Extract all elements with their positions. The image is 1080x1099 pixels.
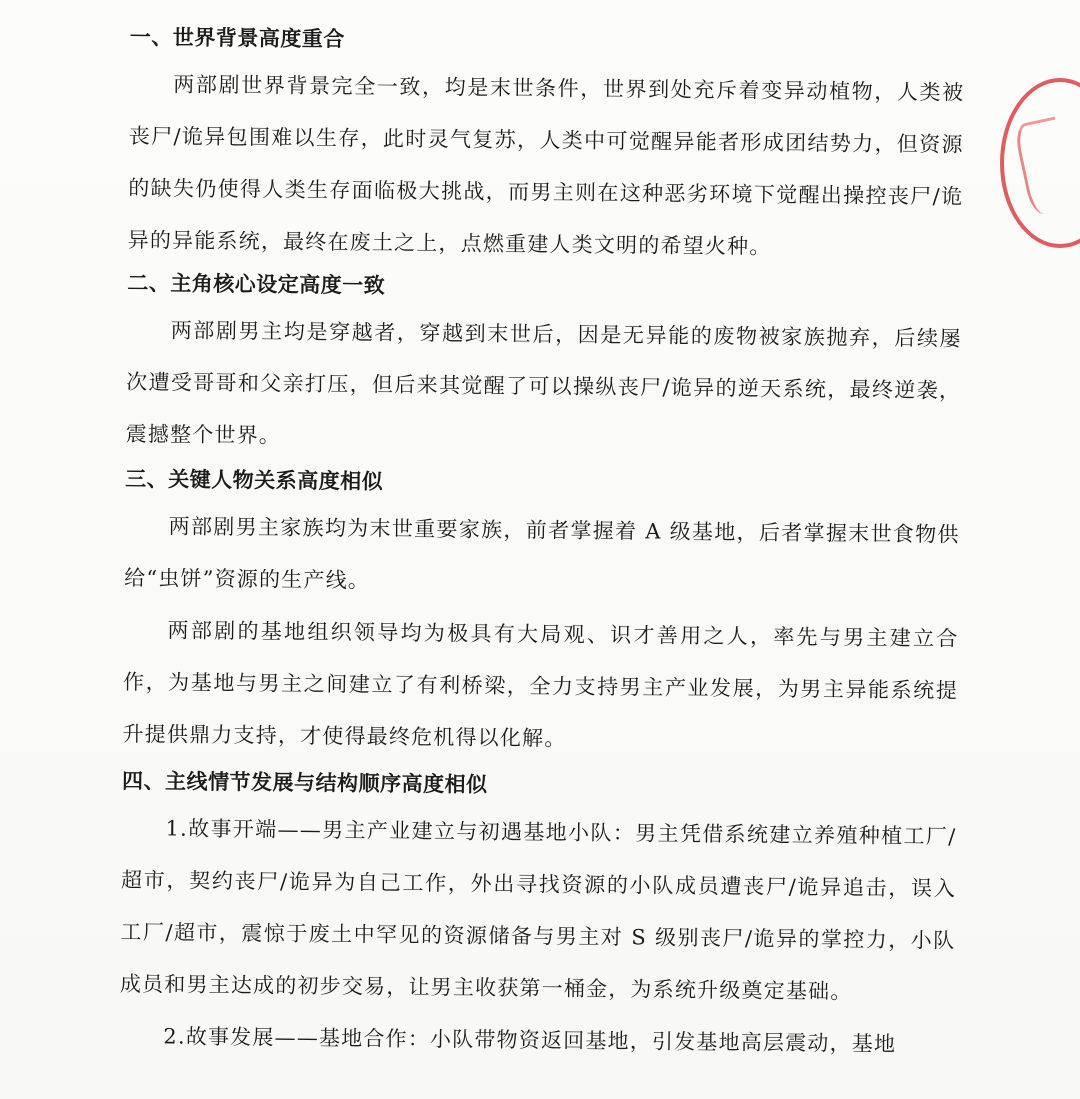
section-heading-1: 一、世界背景高度重合: [129, 24, 345, 52]
section-heading-2: 二、主角核心设定高度一致: [127, 270, 386, 298]
section-3-paragraph-2: 两部剧的基地组织领导均为极具有大局观、识才善用之人，率先与男主建立合作，为基地与男主之间建立了有利桥梁，全力支持男主产业发展，为男主异能系统提升提供鼎力支持，才使得最终危机得以化解。: [122, 618, 959, 751]
seal-mark: [1013, 117, 1074, 217]
section-1-paragraph-1: 两部剧世界背景完全一致，均是末世条件，世界到处充斥着变异动植物，人类被丧尸/诡异包围难以生存，此时灵气复苏，人类中可觉醒异能者形成团结势力，但资源的缺失仍使得人类生存面临极大挑战，而男主则在这种恶劣环境下觉醒出操控丧尸/诡异的异能系统，最终在废土之上，点燃重建人类文明的希望火种。: [127, 72, 965, 259]
section-4-paragraph-1: 1.故事开端——男主产业建立与初遇基地小队：男主凭借系统建立养殖种植工厂/超市，契约丧尸/诡异为自己工作，外出寻找资源的小队成员遭丧尸/诡异追击，误入工厂/超市，震惊于废土中罕见的资源储备与男主对 S 级别丧尸/诡异的掌控力，小队成员和男主达成的初步交易，让男主收获第一桶金，为系统升级奠定基础。: [119, 816, 957, 1004]
section-3-paragraph-1: 两部剧男主家族均为末世重要家族，前者掌握着 A 级基地，后者掌握末世食物供给“虫饼”资源的生产线。: [124, 514, 960, 593]
document-body: [119, 22, 965, 1071]
section-heading-3: 三、关键人物关系高度相似: [125, 466, 384, 494]
section-heading-4: 四、主线情节发展与结构顺序高度相似: [121, 768, 488, 797]
section-2-paragraph-1: 两部剧男主均是穿越者，穿越到末世后，因是无异能的废物被家族抛弃，后续屡次遭受哥哥和父亲打压，但后来其觉醒了可以操纵丧尸/诡异的逆天系统，最终逆袭，震撼整个世界。: [125, 318, 962, 448]
section-4-paragraph-2: 2.故事发展——基地合作：小队带物资返回基地，引发基地高层震动，基地: [163, 1024, 897, 1057]
red-seal-stamp: [1000, 78, 1080, 248]
